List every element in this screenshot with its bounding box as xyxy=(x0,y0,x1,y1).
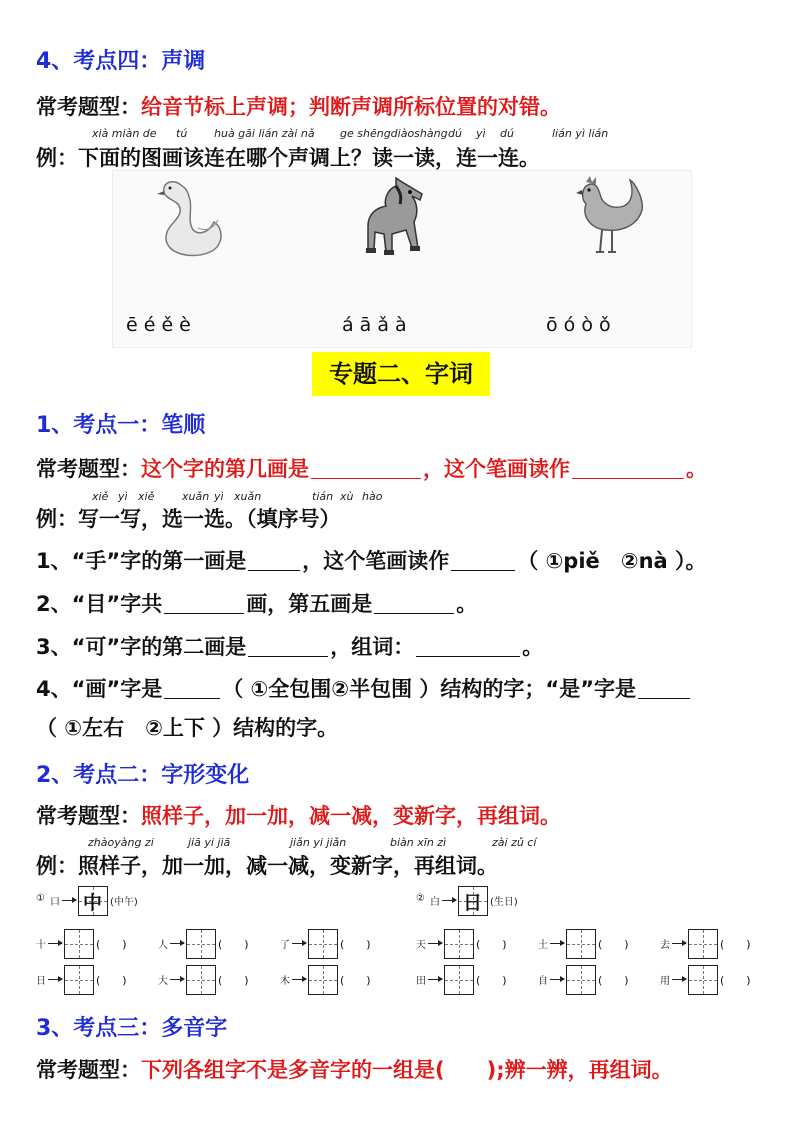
question-type-text: ，这个笔画读作 xyxy=(423,457,570,481)
answer-blank[interactable] xyxy=(374,612,454,614)
pinyin: yì xyxy=(118,490,128,503)
arrow-icon xyxy=(550,979,564,980)
pinyin: zài zǔ cí xyxy=(492,836,537,849)
sample-number: ② xyxy=(416,893,425,904)
sample-new-char: 日 xyxy=(463,892,483,914)
pinyin: xuǎn xyxy=(182,490,210,503)
tone-options-rooster: ō ó ò ǒ xyxy=(546,314,611,336)
pinyin: xuǎn xyxy=(234,490,262,503)
writing-grid[interactable] xyxy=(444,929,474,959)
arrow-icon xyxy=(170,979,184,980)
question-type-text: 下列各组字不是多音字的一组是( );辨一辨，再组词。 xyxy=(141,1058,673,1082)
word-blank[interactable]: ( ) xyxy=(720,974,751,987)
question-text: ，这个笔画读作 xyxy=(302,549,450,573)
question-type-text: 照样子，加一加，减一减，变新字，再组词。 xyxy=(141,804,561,828)
sample-number: ① xyxy=(36,893,45,904)
question-type-text: 给音节标上声调；判断声调所标位置的对错。 xyxy=(141,95,561,119)
word-blank[interactable]: ( ) xyxy=(218,974,249,987)
topic-banner: 专题二、字词 xyxy=(312,352,490,396)
writing-grid[interactable] xyxy=(308,965,338,995)
section-heading-tones: 4、考点四：声调 xyxy=(36,49,206,74)
source-char: 人 xyxy=(158,940,168,951)
question-4 xyxy=(36,673,692,703)
word-blank[interactable]: ( ) xyxy=(340,974,371,987)
question-type-label: 常考题型： xyxy=(36,457,141,481)
arrow-icon xyxy=(428,979,442,980)
pinyin: zhàoyàng zi xyxy=(88,836,154,849)
arrow-icon xyxy=(170,943,184,944)
arrow-icon xyxy=(672,943,686,944)
question-text: 4、“画”字是 xyxy=(36,677,163,701)
question-type-polyphones xyxy=(36,1054,673,1084)
answer-blank[interactable] xyxy=(248,655,328,657)
source-char: 日 xyxy=(36,976,46,987)
source-char: 田 xyxy=(416,976,426,987)
source-char: 十 xyxy=(36,940,46,951)
question-text: （ ①piě ②nà ）。 xyxy=(517,549,707,573)
pinyin: tú xyxy=(176,127,188,140)
section-heading-stroke-order: 1、考点一：笔顺 xyxy=(36,413,206,438)
sample-new-char: 中 xyxy=(83,892,103,914)
pinyin: yì xyxy=(476,127,486,140)
sample-word: (中午) xyxy=(110,897,138,908)
tone-options-swan: ē é ě è xyxy=(126,314,191,336)
answer-blank[interactable] xyxy=(248,569,300,571)
pinyin: hào xyxy=(362,490,383,503)
question-1 xyxy=(36,545,707,575)
question-type-label: 常考题型： xyxy=(36,804,141,828)
source-char: 用 xyxy=(660,976,670,987)
question-text: 3、“可”字的第二画是 xyxy=(36,635,247,659)
source-char: 自 xyxy=(538,976,548,987)
pinyin: xiě xyxy=(138,490,155,503)
source-char: 大 xyxy=(158,976,168,987)
writing-grid[interactable] xyxy=(186,965,216,995)
writing-grid[interactable] xyxy=(186,929,216,959)
question-text: ，组词： xyxy=(330,635,415,659)
pinyin: jiā yi jiā xyxy=(188,836,231,849)
arrow-icon xyxy=(550,943,564,944)
answer-blank[interactable] xyxy=(164,612,244,614)
arrow-icon xyxy=(672,979,686,980)
writing-grid[interactable] xyxy=(688,929,718,959)
section-heading-glyph-change: 2、考点二：字形变化 xyxy=(36,763,250,788)
word-blank[interactable]: ( ) xyxy=(476,938,507,951)
writing-grid[interactable] xyxy=(64,965,94,995)
question-4-cont: （ ①左右 ②上下 ）结构的字。 xyxy=(36,716,339,740)
question-type-label: 常考题型： xyxy=(36,95,141,119)
arrow-icon xyxy=(292,943,306,944)
question-text: 画，第五画是 xyxy=(246,592,373,616)
word-blank[interactable]: ( ) xyxy=(340,938,371,951)
section-heading-polyphones: 3、考点三：多音字 xyxy=(36,1016,228,1041)
writing-grid[interactable] xyxy=(64,929,94,959)
question-type-text: 这个字的第几画是 xyxy=(141,457,309,481)
rooster-icon[interactable] xyxy=(572,174,652,258)
sample-source-char: 口 xyxy=(50,897,60,908)
writing-grid[interactable] xyxy=(444,965,474,995)
source-char: 了 xyxy=(280,940,290,951)
writing-grid[interactable] xyxy=(566,965,596,995)
pinyin: tián xyxy=(312,490,334,503)
sample-source-char: 白 xyxy=(430,897,440,908)
arrow-icon xyxy=(48,943,62,944)
writing-grid[interactable] xyxy=(688,965,718,995)
answer-blank[interactable] xyxy=(451,569,515,571)
pinyin: huà gāi lián zài nǎ xyxy=(214,127,315,140)
question-type-tones xyxy=(36,91,561,121)
word-blank[interactable]: ( ) xyxy=(598,974,629,987)
writing-grid[interactable] xyxy=(308,929,338,959)
answer-blank[interactable] xyxy=(164,697,220,699)
question-type-glyph-change xyxy=(36,800,561,830)
horse-icon[interactable] xyxy=(356,176,432,258)
word-blank[interactable]: ( ) xyxy=(96,974,127,987)
example-text-tones: 例：下面的图画该连在哪个声调上？读一读，连一连。 xyxy=(36,146,540,170)
example-text-stroke-order: 例：写一写，选一选。（填序号） xyxy=(36,507,341,531)
source-char: 去 xyxy=(660,940,670,951)
word-blank[interactable]: ( ) xyxy=(476,974,507,987)
arrow-icon xyxy=(48,979,62,980)
arrow-icon xyxy=(292,979,306,980)
question-text: 。 xyxy=(456,592,478,616)
question-text: （ ①全包围②半包围 ）结构的字；“是”字是 xyxy=(222,677,637,701)
pinyin: xiě xyxy=(92,490,109,503)
word-blank[interactable]: ( ) xyxy=(218,938,249,951)
word-blank[interactable]: ( ) xyxy=(96,938,127,951)
pinyin: xù xyxy=(340,490,354,503)
question-type-stroke-order xyxy=(36,453,707,483)
question-type-label: 常考题型： xyxy=(36,1058,141,1082)
pinyin: dú xyxy=(500,127,514,140)
source-char: 木 xyxy=(280,976,290,987)
arrow-icon xyxy=(62,900,76,901)
answer-blank[interactable] xyxy=(572,477,684,479)
arrow-icon xyxy=(442,900,456,901)
pinyin: jiǎn yi jiǎn xyxy=(290,836,347,849)
source-char: 天 xyxy=(416,940,426,951)
question-3 xyxy=(36,631,543,661)
swan-icon[interactable] xyxy=(152,176,232,262)
source-char: 土 xyxy=(538,940,548,951)
pinyin: dú xyxy=(448,127,462,140)
pinyin: biàn xīn zì xyxy=(390,836,447,849)
writing-grid[interactable] xyxy=(566,929,596,959)
tone-options-horse: á ā ǎ à xyxy=(342,314,407,336)
question-type-text: 。 xyxy=(686,457,707,481)
answer-blank[interactable] xyxy=(416,655,520,657)
arrow-icon xyxy=(428,943,442,944)
question-text: 2、“目”字共 xyxy=(36,592,163,616)
question-text: 。 xyxy=(522,635,544,659)
answer-blank[interactable] xyxy=(311,477,421,479)
pinyin: yì xyxy=(214,490,224,503)
question-2 xyxy=(36,588,477,618)
word-blank[interactable]: ( ) xyxy=(598,938,629,951)
pinyin: xià miàn de xyxy=(92,127,157,140)
pinyin: ge shēngdiàoshàng xyxy=(340,127,448,140)
word-blank[interactable]: ( ) xyxy=(720,938,751,951)
question-text: 1、“手”字的第一画是 xyxy=(36,549,247,573)
pinyin: lián yì lián xyxy=(552,127,609,140)
answer-blank[interactable] xyxy=(638,697,690,699)
example-text-glyph-change: 例：照样子，加一加，减一减，变新字，再组词。 xyxy=(36,854,498,878)
sample-word: (生日) xyxy=(490,897,518,908)
